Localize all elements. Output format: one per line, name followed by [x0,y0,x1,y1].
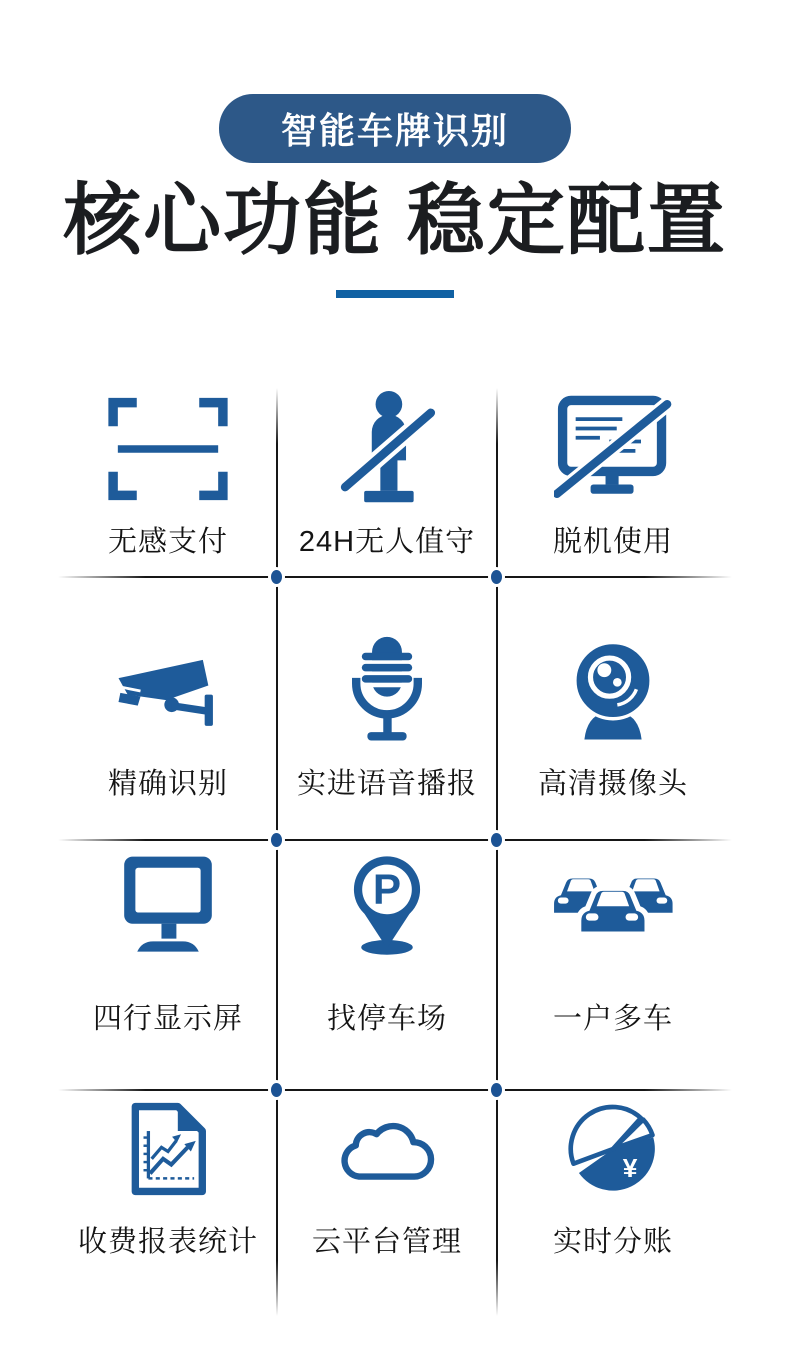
feature-card [63,630,273,804]
report-chart-icon [126,1088,210,1210]
feature-label: 四行显示屏 [92,1003,243,1035]
divider-dot [491,833,502,847]
badge-label: 智能车牌识别 [280,110,510,151]
divider-dot [491,1083,502,1097]
feature-card [508,1088,718,1262]
parking-pin-icon [336,845,438,967]
divider-dot [271,570,282,584]
feature-card [508,630,718,804]
display-screen-icon [116,845,220,967]
feature-label: 精确识别 [107,768,228,800]
cloud-icon [322,1088,452,1210]
feature-card [63,1088,273,1262]
feature-label: 实进语音播报 [296,768,477,800]
divider-dot [491,570,502,584]
feature-card [63,845,273,1039]
microphone-icon [333,630,441,752]
feature-card [282,388,492,562]
feature-card [282,630,492,804]
offline-monitor-icon [554,388,672,510]
svg-text:¥: ¥ [622,1152,638,1183]
feature-label: 云平台管理 [311,1226,462,1258]
webcam-icon [561,630,665,752]
feature-label: 高清摄像头 [537,768,688,800]
divider-horizontal [58,576,732,578]
divider-horizontal [58,839,732,841]
feature-label: 24H无人值守 [298,526,476,558]
feature-label: 一户多车 [552,1003,673,1035]
divider-vertical [496,388,498,1316]
unattended-person-icon [337,388,437,510]
feature-label: 找停车场 [326,1003,447,1035]
feature-label: 实时分账 [552,1226,673,1258]
feature-card [508,388,718,562]
feature-card [508,845,718,1039]
feature-card [282,1088,492,1262]
title-underline [336,290,454,298]
divider-vertical [276,388,278,1316]
feature-label: 收费报表统计 [77,1226,258,1258]
svg-text:P: P [372,866,402,914]
feature-label: 脱机使用 [552,526,673,558]
scan-frame-icon [106,388,230,510]
multi-car-icon [550,845,676,967]
feature-card [63,388,273,562]
pie-yuan-icon [566,1088,660,1210]
feature-card [282,845,492,1039]
feature-label: 无感支付 [107,526,228,558]
cctv-camera-icon [111,630,225,752]
title-badge [219,94,571,163]
page-title: 核心功能 稳定配置 [63,176,727,264]
